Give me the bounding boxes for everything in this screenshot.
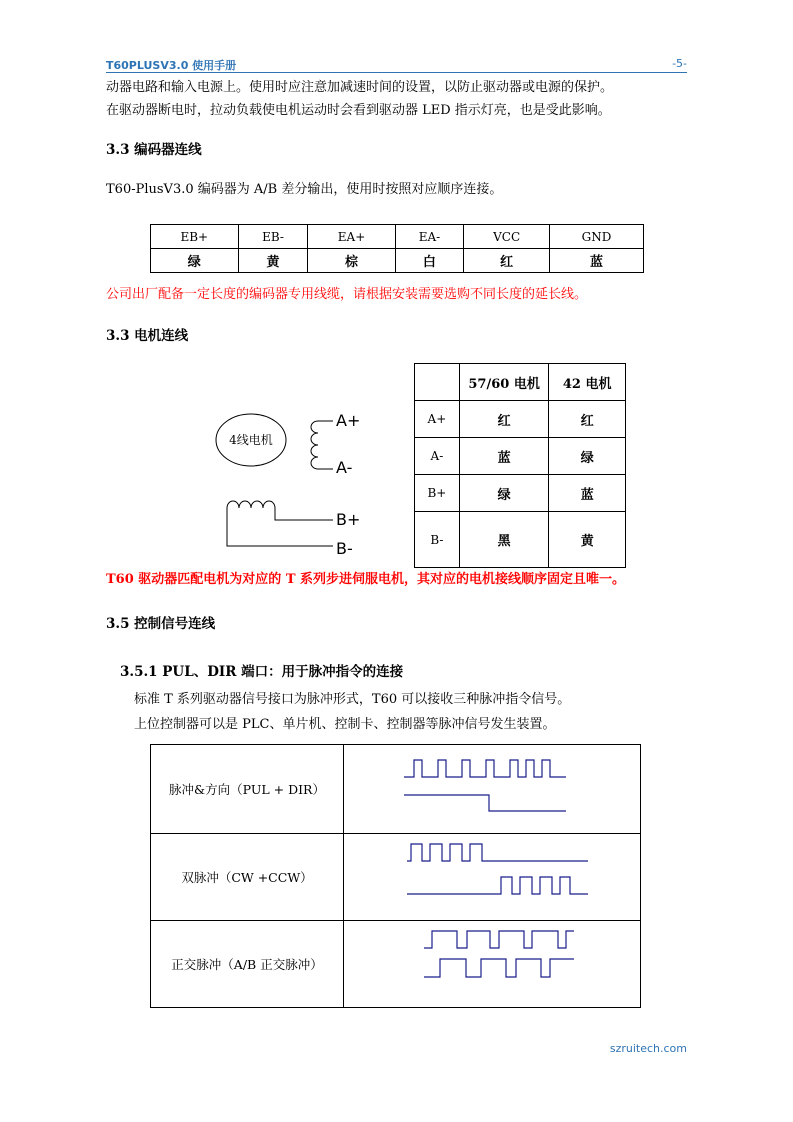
page-number: -5- [672,57,687,70]
motor-color-42: 蓝 [549,475,626,512]
pulse-mode-row [151,921,641,1008]
motor-note: T60 驱动器匹配电机为对应的 T 系列步进伺服电机，其对应的电机接线顺序固定且唯一。 [106,572,626,587]
encoder-header-cell: EB- [238,225,308,249]
ccw-signal [407,877,588,894]
control-heading: 3.5 控制信号连线 [106,616,216,632]
motor-col-42: 42 电机 [549,364,626,401]
motor-wire-table [414,363,626,568]
motor-color-57: 蓝 [459,438,549,475]
control-line-2: 上位控制器可以是 PLC、单片机、控制卡、控制器等脉冲信号发生装置。 [134,717,556,732]
encoder-color-row [151,249,644,273]
label-a-plus: A+ [336,411,361,430]
pulse-mode-row [151,834,641,921]
motor-color-42: 黄 [549,512,626,568]
coil-a [311,421,318,469]
encoder-header-cell: VCC [464,225,550,249]
encoder-color-cell: 棕 [308,249,395,273]
waveform-pul-dir [344,745,640,830]
label-b-minus: B- [336,539,353,558]
encoder-color-cell: 绿 [151,249,239,273]
motor-row-a-plus [415,401,626,438]
encoder-color-cell: 白 [395,249,464,273]
motor-pin: B+ [415,475,460,512]
encoder-color-cell: 红 [464,249,550,273]
a-phase-signal [424,931,574,948]
encoder-header-row [151,225,644,249]
cw-signal [407,844,588,861]
motor-row-b-minus [415,512,626,568]
encoder-color-cell: 黄 [238,249,308,273]
motor-color-42: 绿 [549,438,626,475]
motor-label: 4线电机 [229,433,273,447]
motor-color-57: 绿 [459,475,549,512]
label-a-minus: A- [336,458,353,477]
coil-b [227,501,275,508]
waveform-cell [344,834,641,921]
motor-row-b-plus [415,475,626,512]
motor-col-57-60: 57/60 电机 [459,364,549,401]
intro-line-1: 动器电路和输入电源上。使用时应注意加减速时间的设置，以防止驱动器或电源的保护。 [106,80,614,95]
wire-b-minus [227,508,333,546]
wire-b-plus [275,508,333,520]
encoder-text: T60-PlusV3.0 编码器为 A/B 差分输出，使用时按照对应顺序连接。 [106,182,503,197]
motor-color-57: 黑 [459,512,549,568]
waveform-quadrature [344,921,640,1004]
pulse-mode-row [151,745,641,834]
encoder-table [150,224,644,273]
waveform-cell [344,921,641,1008]
encoder-color-cell: 蓝 [550,249,644,273]
mode-label-quadrature: 正交脉冲（A/B 正交脉冲） [151,921,344,1008]
waveform-cell [344,745,641,834]
waveform-cw-ccw [344,834,640,917]
pulse-signal [404,760,566,777]
motor-pin: B- [415,512,460,568]
encoder-header-cell: EB+ [151,225,239,249]
motor-color-42: 红 [549,401,626,438]
b-phase-signal [424,959,574,977]
intro-line-2: 在驱动器断电时，拉动负载使电机运动时会看到驱动器 LED 指示灯亮，也是受此影响。 [106,103,611,118]
motor-corner-cell [415,364,460,401]
direction-signal [404,795,566,811]
header-divider [106,72,687,73]
encoder-header-cell: EA+ [308,225,395,249]
encoder-header-cell: GND [550,225,644,249]
pulse-mode-table [150,744,641,1008]
encoder-heading: 3.3 编码器连线 [106,142,202,158]
motor-pin: A+ [415,401,460,438]
mode-label-cw-ccw: 双脉冲（CW +CCW） [151,834,344,921]
motor-row-a-minus [415,438,626,475]
encoder-note: 公司出厂配备一定长度的编码器专用线缆，请根据安装需要选购不同长度的延长线。 [106,287,588,302]
header-title: T60PLUSV3.0 使用手册 [106,59,237,72]
control-subheading: 3.5.1 PUL、DIR 端口：用于脉冲指令的连接 [120,664,404,680]
encoder-header-cell: EA- [395,225,464,249]
mode-label-pul-dir: 脉冲&方向（PUL + DIR） [151,745,344,834]
motor-header-row [415,364,626,401]
motor-heading: 3.3 电机连线 [106,328,189,344]
motor-wiring-diagram [205,398,395,563]
motor-pin: A- [415,438,460,475]
motor-color-57: 红 [459,401,549,438]
footer-site[interactable]: szruitech.com [609,1042,687,1055]
control-line-1: 标准 T 系列驱动器信号接口为脉冲形式，T60 可以接收三种脉冲指令信号。 [134,692,571,707]
label-b-plus: B+ [336,510,361,529]
